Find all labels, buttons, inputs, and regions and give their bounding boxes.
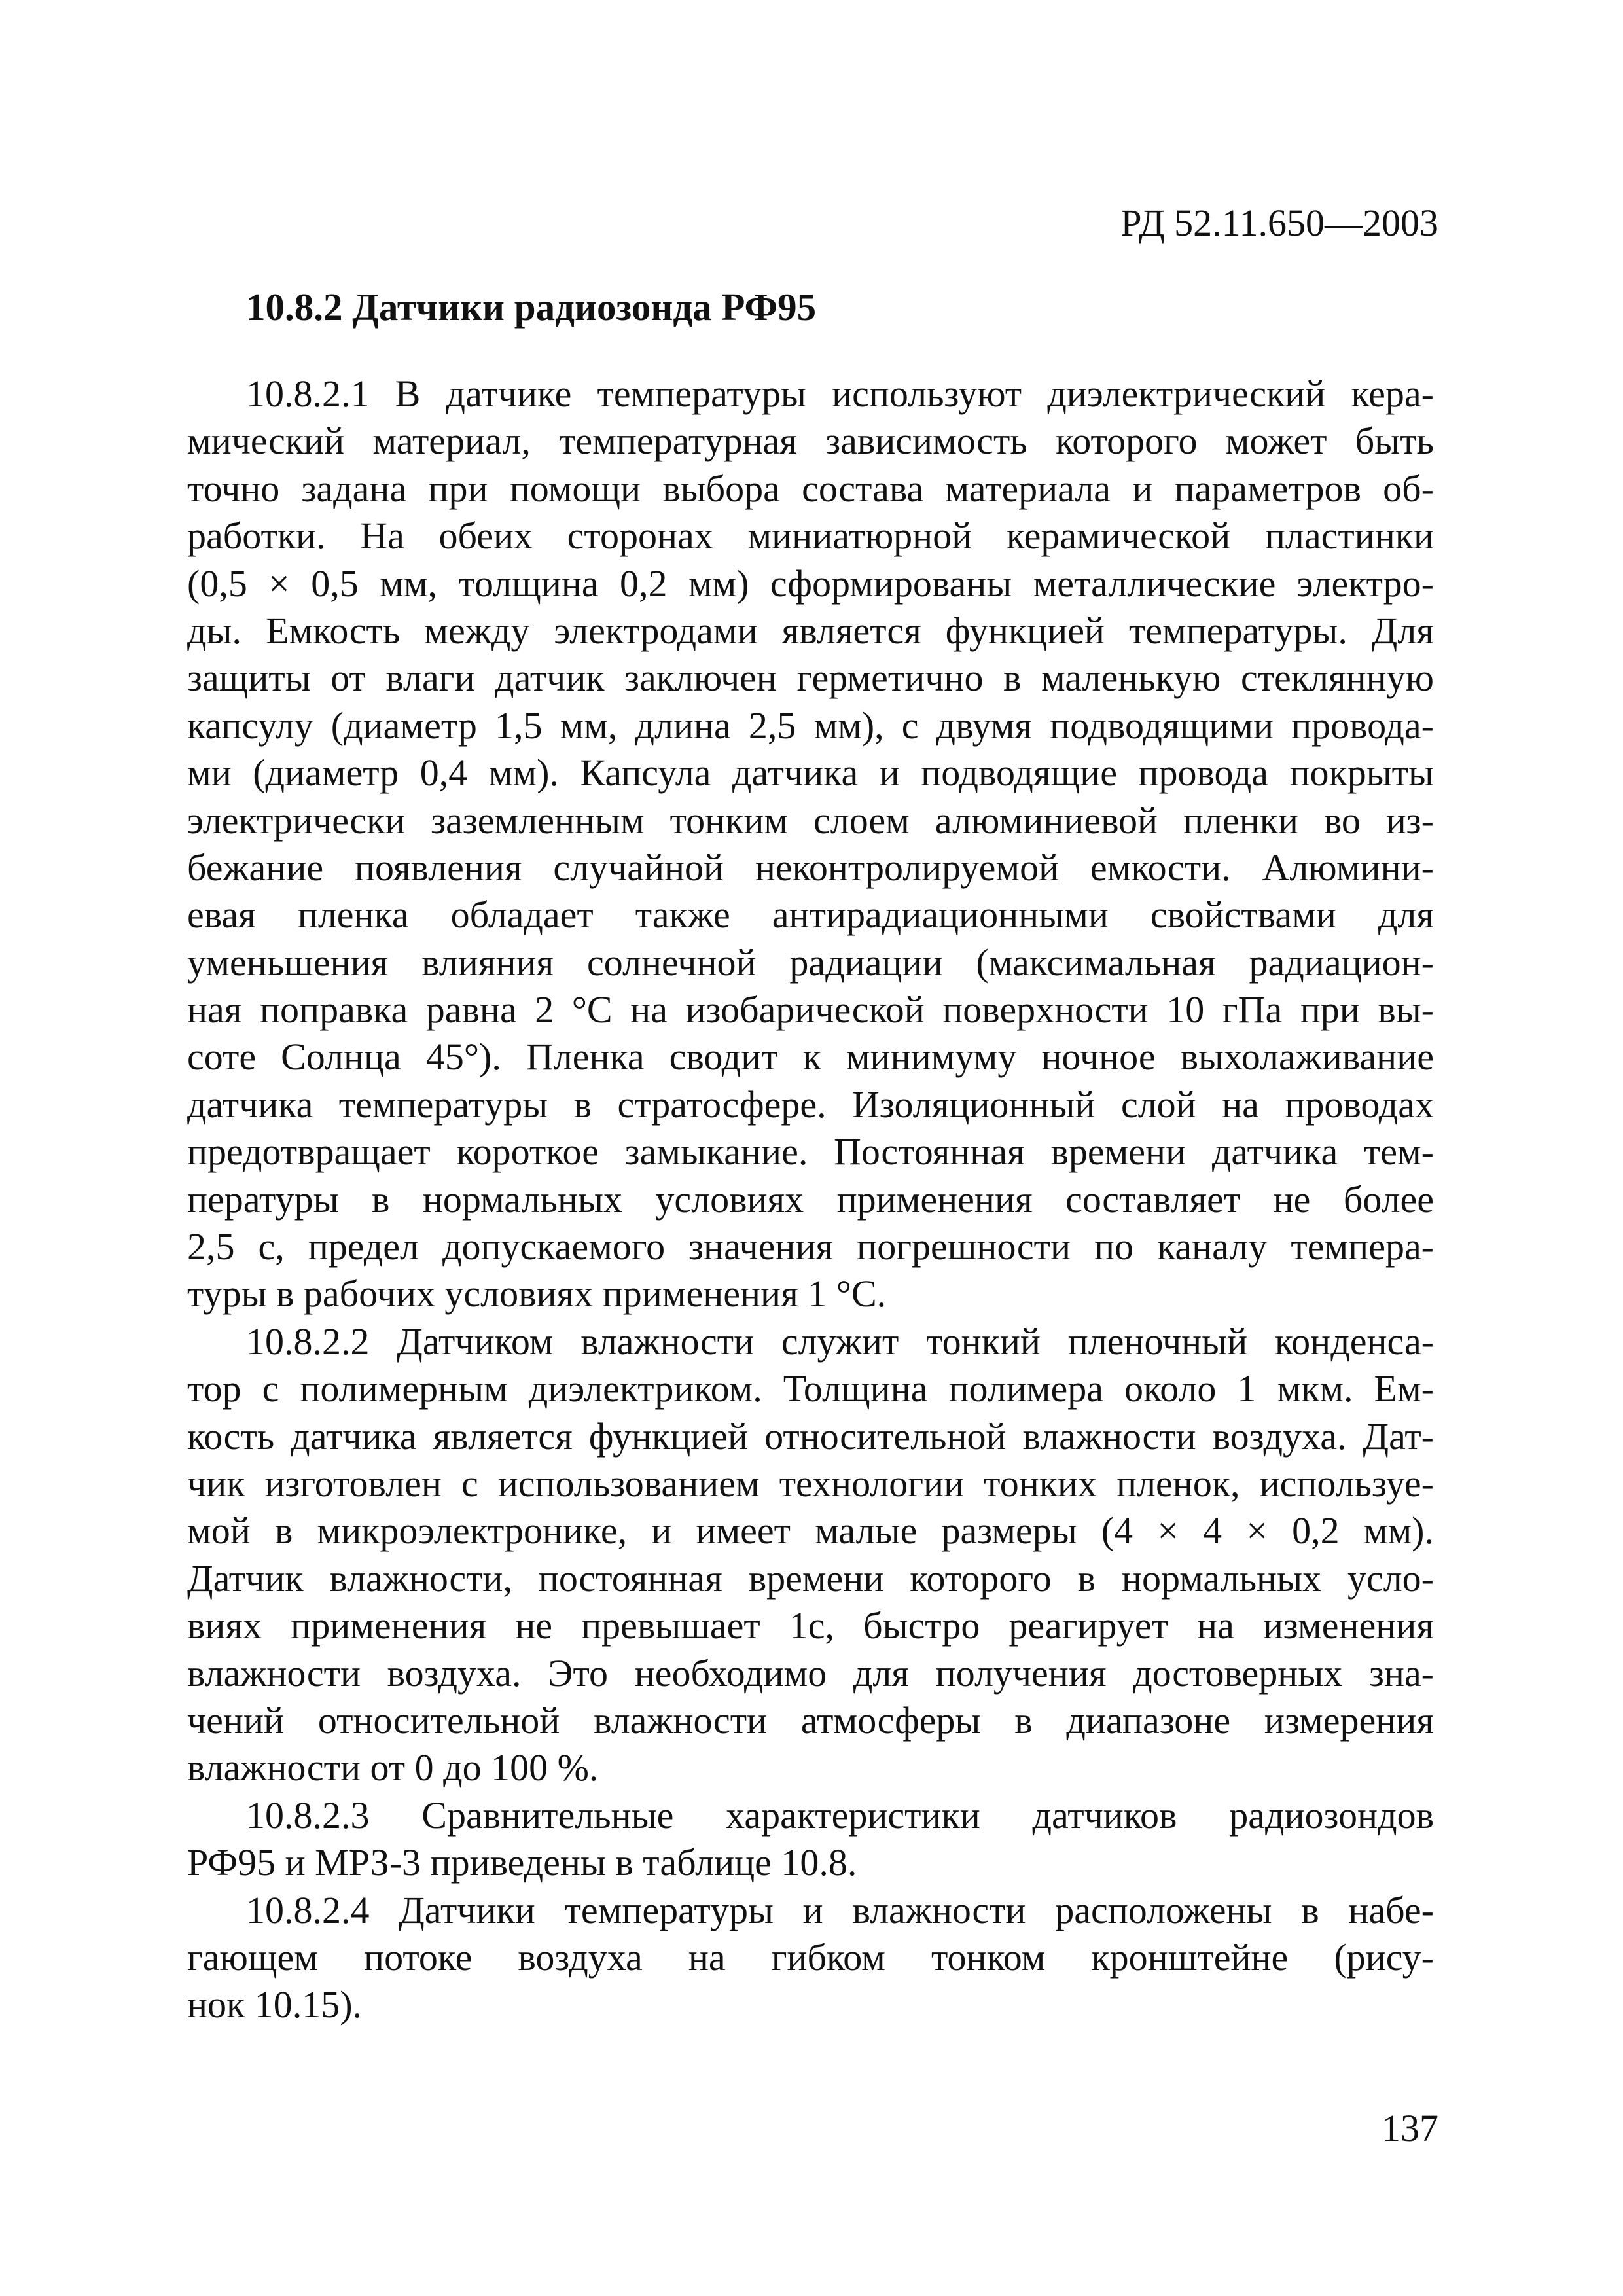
text-line: нок 10.15).: [187, 1983, 363, 2026]
paragraph-10-8-2-3: [187, 1792, 1434, 1887]
body-text: [187, 370, 1434, 2029]
document-code: РД 52.11.650—2003: [1120, 202, 1438, 244]
paragraph-10-8-2-1: [187, 370, 1434, 1318]
text-line: уменьшения влияния солнечной радиации (максимальная радиацион-: [187, 941, 1434, 984]
text-line: точно задана при помощи выбора состава материала и параметров об-: [187, 467, 1434, 510]
text-line: чик изготовлен с использованием технологии тонких пленок, используе-: [187, 1462, 1434, 1505]
text-line: ная поправка равна 2 °С на изобарической поверхности 10 гПа при вы-: [187, 988, 1434, 1031]
text-line: 2,5 с, предел допускаемого значения погрешности по каналу темпера-: [187, 1225, 1434, 1268]
text-line: защиты от влаги датчик заключен герметично в маленькую стеклянную: [187, 656, 1434, 700]
text-line: 10.8.2.1 В датчике температуры используют диэлектрический кера-: [246, 372, 1434, 415]
text-line: мический материал, температурная зависимость которого может быть: [187, 420, 1434, 463]
text-line: влажности воздуха. Это необходимо для получения достоверных зна-: [187, 1651, 1434, 1695]
text-line: евая пленка обладает также антирадиационными свойствами для: [187, 893, 1434, 937]
section-heading: 10.8.2 Датчики радиозонда РФ95: [246, 285, 817, 329]
text-line: Датчик влажности, постоянная времени которого в нормальных усло-: [187, 1556, 1434, 1600]
text-line: пературы в нормальных условиях применения составляет не более: [187, 1177, 1434, 1221]
text-line: капсулу (диаметр 1,5 мм, длина 2,5 мм), с двумя подводящими провода-: [187, 704, 1434, 747]
page-number: 137: [1382, 2107, 1438, 2149]
text-line: бежание появления случайной неконтролируемой емкости. Алюмини-: [187, 846, 1434, 889]
text-line: предотвращает короткое замыкание. Постоянная времени датчика тем-: [187, 1130, 1434, 1174]
text-line: гающем потоке воздуха на гибком тонком кронштейне (рису-: [187, 1935, 1434, 1979]
text-line: соте Солнца 45°). Пленка сводит к минимуму ночное выхолаживание: [187, 1035, 1434, 1079]
paragraph-10-8-2-2: [187, 1318, 1434, 1792]
text-line: 10.8.2.4 Датчики температуры и влажности расположены в набе-: [246, 1888, 1434, 1931]
text-line: ми (диаметр 0,4 мм). Капсула датчика и подводящие провода покрыты: [187, 751, 1434, 795]
text-line: виях применения не превышает 1с, быстро реагирует на изменения: [187, 1604, 1434, 1647]
text-line: ды. Емкость между электродами является функцией температуры. Для: [187, 609, 1434, 652]
paragraph-10-8-2-4: [187, 1887, 1434, 2029]
text-line: мой в микроэлектронике, и имеет малые размеры (4 × 4 × 0,2 мм).: [187, 1509, 1434, 1552]
text-line: РФ95 и МРЗ-3 приведены в таблице 10.8.: [187, 1841, 857, 1884]
text-line: 10.8.2.3 Сравнительные характеристики датчиков радиозондов: [246, 1793, 1434, 1837]
text-line: работки. На обеих сторонах миниатюрной керамической пластинки: [187, 514, 1434, 558]
text-line: чений относительной влажности атмосферы в диапазоне измерения: [187, 1698, 1434, 1742]
text-line: тор с полимерным диэлектриком. Толщина полимера около 1 мкм. Ем-: [187, 1367, 1434, 1410]
text-line: влажности от 0 до 100 %.: [187, 1746, 599, 1789]
text-line: кость датчика является функцией относительной влажности воздуха. Дат-: [187, 1414, 1434, 1458]
text-line: (0,5 × 0,5 мм, толщина 0,2 мм) сформированы металлические электро-: [187, 562, 1434, 605]
text-line: 10.8.2.2 Датчиком влажности служит тонкий пленочный конденса-: [246, 1319, 1434, 1363]
text-line: датчика температуры в стратосфере. Изоляционный слой на проводах: [187, 1083, 1434, 1126]
text-line: электрически заземленным тонким слоем алюминиевой пленки во из-: [187, 798, 1434, 842]
text-line: туры в рабочих условиях применения 1 °С.: [187, 1272, 887, 1316]
